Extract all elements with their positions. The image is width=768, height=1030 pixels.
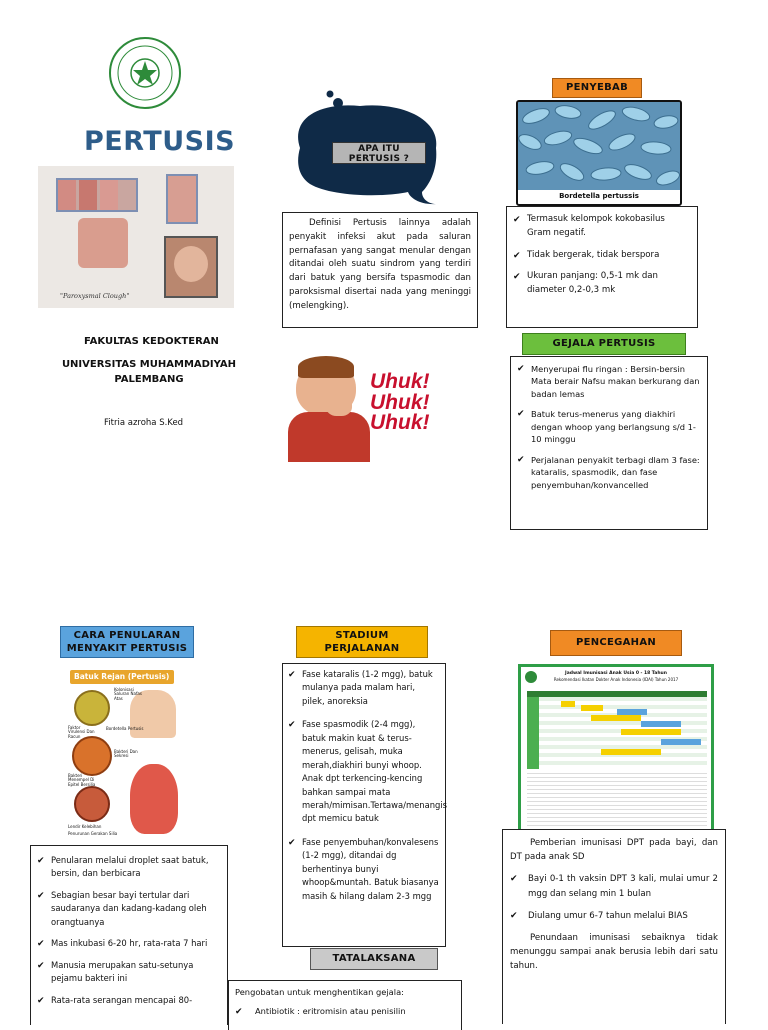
cough-text — [370, 372, 466, 434]
penularan-item-1: ✔ Penularan melalui droplet saat batuk, bersin, dan berbicara — [37, 854, 221, 881]
penyebab-item-2: ✔ Tidak bergerak, tidak berspora — [513, 249, 691, 263]
bacteria-image — [516, 100, 682, 206]
penyebab-header: PENYEBAB — [552, 78, 642, 98]
pencegahan-para-2: Penundaan imunisasi sebaiknya tidak menunggu sampai anak berusia lebih dari satu tahun. — [510, 932, 718, 972]
gejala-item-2: ✔ Batuk terus-menerus yang diakhiri dengan whoop yang berlangsung s/d 1-10 minggu — [517, 408, 701, 445]
penularan-box — [30, 845, 228, 1025]
stadium-box — [282, 663, 446, 947]
definition-box — [282, 212, 478, 328]
pencegahan-para-1: Pemberian imunisasi DPT pada bayi, dan DT pada anak SD — [510, 838, 718, 863]
cough-words: Uhuk! Uhuk! Uhuk! — [370, 370, 430, 435]
penularan-item-4: ✔ Manusia merupakan satu-setunya pejamu bakteri ini — [37, 959, 221, 986]
penularan-image-label-7: Penurunan Gerakan Silia — [68, 831, 118, 836]
stadium-header: STADIUM PERJALANAN — [296, 626, 428, 658]
stadium-item-2: ✔ Fase spasmodik (2-4 mgg), batuk makin kuat & terus-menerus, gelisah, muka merah,diakhiri bunyi whoop. Anak dpt terkencing-kencing bahkan sampai mata merah/mimisan.Tertawa/menangis dpt memicu batuk — [288, 718, 440, 826]
penularan-image-label-3: Faktor Virulensi Dan Racun — [68, 725, 95, 739]
penularan-item-5: ✔ Rata-rata serangan mencapai 80- — [37, 994, 221, 1007]
penularan-header: CARA PENULARAN MENYAKIT PERTUSIS — [60, 626, 194, 658]
photo-caption: "Paroxysmal Clough" — [60, 292, 130, 300]
author-name: Fitria azroha S.Ked — [104, 418, 184, 428]
gejala-item-3: ✔ Perjalanan penyakit terbagi dlam 3 fase: kataralis, spasmodik, dan fase penyembuhan/konvancelled — [517, 454, 701, 491]
university-name: UNIVERSITAS MUHAMMADIYAH PALEMBANG — [61, 359, 237, 385]
tatalaksana-item-1: ✔ Antibiotik : eritromisin atau penisilin — [235, 1005, 455, 1018]
stadium-item-3: ✔ Fase penyembuhan/konvalesens (1-2 mgg), ditandai dg berhentinya bunyi whoop&muntah. Batuk biasanya masih & hilang dalam 2-3 mgg — [288, 836, 440, 903]
pertussis-photo-collage — [38, 166, 234, 308]
gejala-header: GEJALA PERTUSIS — [522, 333, 686, 355]
bubble-label — [332, 142, 426, 164]
pencegahan-header: PENCEGAHAN — [550, 630, 682, 656]
penularan-image-label-5: Bakteri Dan Sekresi — [114, 749, 138, 759]
penyebab-item-1: ✔ Termasuk kelompok kokobasilus Gram negatif. — [513, 213, 691, 241]
penularan-image-label-4: Bakteri Menempel Di Epitel Bersilia — [68, 773, 96, 787]
penyebab-item-3: ✔ Ukuran panjang: 0,5-1 mk dan diameter 0,2-0,3 mk — [513, 270, 691, 298]
bacteria-caption: Bordetella pertussis — [518, 190, 680, 204]
penularan-image-title: Batuk Rejan (Pertusis) — [70, 670, 174, 684]
pencegahan-item-2: ✔ Diulang umur 6-7 tahun melalui BIAS — [510, 909, 718, 923]
stadium-item-1: ✔ Fase kataralis (1-2 mgg), batuk mulanya pada malam hari, pilek, anoreksia — [288, 668, 440, 708]
tatalaksana-header: TATALAKSANA — [310, 948, 438, 970]
definition-text: Definisi Pertusis lainnya adalah penyakit infeksi akut pada saluran pernafasan yang sangat menular dengan ditandai oleh suatu sindrom yang terdiri dari batuk yang bersifa tspasmodic dan paroksismal disertai nada yang meninggi (melengking). — [289, 218, 471, 311]
pencegahan-box — [502, 829, 726, 1024]
penularan-item-3: ✔ Mas inkubasi 6-20 hr, rata-rata 7 hari — [37, 937, 221, 950]
penularan-illustration — [66, 668, 184, 840]
bubble-label-text: APA ITU PERTUSIS ? — [348, 144, 410, 164]
penyebab-box — [506, 206, 698, 328]
cough-illustration — [286, 350, 468, 462]
faculty-name: FAKULTAS KEDOKTERAN — [84, 336, 219, 347]
schedule-subtitle: Rekomendasi Ikatan Dokter Anak Indonesia (IDAI) Tahun 2017 — [553, 677, 679, 682]
gejala-box — [510, 356, 708, 530]
page-title: PERTUSIS — [84, 126, 236, 157]
immunization-schedule-image — [518, 664, 714, 834]
penularan-image-label-2: Bordetella Pertusis — [106, 726, 144, 731]
tatalaksana-box — [228, 980, 462, 1030]
penularan-item-2: ✔ Sebagian besar bayi tertular dari saudaranya dan kadang-kadang oleh orangtuanya — [37, 889, 221, 929]
schedule-title: Jadwal Imunisasi Anak Usia 0 - 18 Tahun — [565, 671, 667, 676]
university-logo — [108, 36, 182, 110]
tatalaksana-intro: Pengobatan untuk menghentikan gejala: — [235, 987, 404, 997]
penularan-image-label-1: Kolonisasi Saluran Nafas Atas — [114, 687, 142, 701]
pencegahan-item-1: ✔ Bayi 0-1 th vaksin DPT 3 kali, mulai umur 2 mgg dan selang min 1 bulan — [510, 872, 718, 900]
penularan-image-label-6: Lendir Kelebihan — [68, 824, 102, 829]
gejala-item-1: ✔ Menyerupai flu ringan : Bersin-bersin Mata berair Nafsu makan berkurang dan badan lemas — [517, 363, 701, 400]
